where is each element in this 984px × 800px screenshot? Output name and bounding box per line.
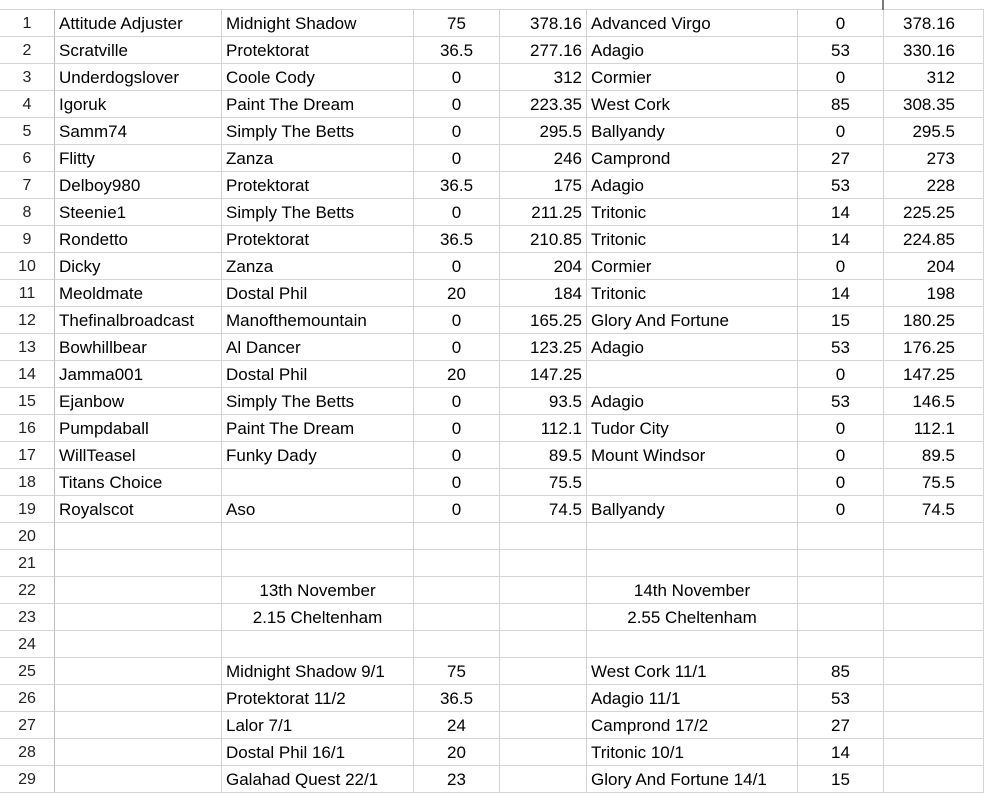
table-row xyxy=(0,10,984,37)
table-cell-c5[interactable]: Tritonic xyxy=(587,199,798,226)
table-cell-c2[interactable] xyxy=(222,631,414,658)
table-cell-c3[interactable]: 20 xyxy=(414,739,500,766)
table-cell-c2[interactable]: Funky Dady xyxy=(222,442,414,469)
table-cell-c7[interactable]: 273 xyxy=(884,145,984,172)
table-cell-c5[interactable] xyxy=(587,361,798,388)
table-cell-c7[interactable] xyxy=(884,550,984,577)
table-cell-c1[interactable]: Igoruk xyxy=(55,91,222,118)
table-cell-c2[interactable]: 13th November xyxy=(222,577,414,604)
table-cell-c5[interactable]: West Cork xyxy=(587,91,798,118)
table-cell-c5[interactable] xyxy=(587,523,798,550)
row-number[interactable]: 28 xyxy=(0,739,55,766)
table-cell-c6[interactable]: 0 xyxy=(798,118,884,145)
row-number[interactable]: 10 xyxy=(0,253,55,280)
table-cell-c7[interactable]: 228 xyxy=(884,172,984,199)
table-cell-c2[interactable]: Al Dancer xyxy=(222,334,414,361)
table-cell-c2[interactable]: Dostal Phil 16/1 xyxy=(222,739,414,766)
table-cell-c5[interactable]: Glory And Fortune 14/1 xyxy=(587,766,798,793)
row-number[interactable]: 7 xyxy=(0,172,55,199)
table-cell-c3[interactable]: 24 xyxy=(414,712,500,739)
table-row xyxy=(0,739,984,766)
table-row xyxy=(0,442,984,469)
table-cell-c7[interactable] xyxy=(884,658,984,685)
table-cell-c1[interactable]: Flitty xyxy=(55,145,222,172)
table-cell-c3[interactable]: 0 xyxy=(414,307,500,334)
table-cell-c6[interactable]: 53 xyxy=(798,172,884,199)
table-cell-c3[interactable]: 75 xyxy=(414,10,500,37)
table-cell-c2[interactable]: Galahad Quest 22/1 xyxy=(222,766,414,793)
table-cell-c5[interactable]: Adagio xyxy=(587,388,798,415)
table-row xyxy=(0,577,984,604)
table-cell-c4[interactable] xyxy=(500,685,587,712)
table-cell-c7[interactable]: 204 xyxy=(884,253,984,280)
table-cell-c4[interactable] xyxy=(500,712,587,739)
table-cell-c2[interactable]: Paint The Dream xyxy=(222,415,414,442)
table-row xyxy=(0,118,984,145)
table-cell-c3[interactable]: 20 xyxy=(414,361,500,388)
table-cell-c2[interactable]: Lalor 7/1 xyxy=(222,712,414,739)
table-cell-c6[interactable]: 0 xyxy=(798,469,884,496)
row-number[interactable]: 16 xyxy=(0,415,55,442)
table-cell-c3[interactable]: 36.5 xyxy=(414,685,500,712)
table-cell-c3[interactable] xyxy=(414,550,500,577)
table-cell-c1[interactable] xyxy=(55,577,222,604)
table-cell-c1[interactable]: Ejanbow xyxy=(55,388,222,415)
row-number[interactable]: 4 xyxy=(0,91,55,118)
table-cell-c5[interactable]: Camprond 17/2 xyxy=(587,712,798,739)
table-cell-c7[interactable] xyxy=(884,766,984,793)
table-cell-c4[interactable] xyxy=(500,739,587,766)
table-cell-c3[interactable]: 0 xyxy=(414,496,500,523)
table-cell-c3[interactable]: 36.5 xyxy=(414,37,500,64)
row-number[interactable]: 14 xyxy=(0,361,55,388)
table-cell-c5[interactable]: Glory And Fortune xyxy=(587,307,798,334)
table-cell-c7[interactable] xyxy=(884,523,984,550)
table-cell-c6[interactable] xyxy=(798,631,884,658)
table-cell-c2[interactable]: 2.15 Cheltenham xyxy=(222,604,414,631)
table-cell-c7[interactable] xyxy=(884,577,984,604)
table-cell-c4[interactable]: 184 xyxy=(500,280,587,307)
table-cell-c7[interactable]: 224.85 xyxy=(884,226,984,253)
table-cell-c2[interactable]: Protektorat 11/2 xyxy=(222,685,414,712)
table-cell-c6[interactable]: 14 xyxy=(798,199,884,226)
table-cell-c2[interactable]: Protektorat xyxy=(222,172,414,199)
table-cell-c1[interactable] xyxy=(55,631,222,658)
table-cell-c5[interactable]: Tudor City xyxy=(587,415,798,442)
table-cell-c1[interactable]: Samm74 xyxy=(55,118,222,145)
table-cell-c3[interactable]: 0 xyxy=(414,415,500,442)
table-cell-c6[interactable]: 27 xyxy=(798,145,884,172)
table-cell-c6[interactable]: 14 xyxy=(798,226,884,253)
table-cell-c4[interactable] xyxy=(500,577,587,604)
table-cell-c3[interactable] xyxy=(414,631,500,658)
table-cell-c6[interactable]: 0 xyxy=(798,442,884,469)
table-cell-c5[interactable]: Cormier xyxy=(587,253,798,280)
table-cell-c4[interactable]: 89.5 xyxy=(500,442,587,469)
table-row xyxy=(0,307,984,334)
table-cell-c5[interactable]: Adagio xyxy=(587,334,798,361)
table-cell-c3[interactable]: 0 xyxy=(414,91,500,118)
table-cell-c6[interactable] xyxy=(798,550,884,577)
table-cell-c1[interactable]: Jamma001 xyxy=(55,361,222,388)
table-cell-c4[interactable]: 165.25 xyxy=(500,307,587,334)
row-number[interactable]: 2 xyxy=(0,37,55,64)
table-cell-c4[interactable] xyxy=(500,604,587,631)
table-cell-c7[interactable] xyxy=(884,685,984,712)
table-cell-c7[interactable]: 312 xyxy=(884,64,984,91)
table-cell-c4[interactable]: 211.25 xyxy=(500,199,587,226)
table-cell-c7[interactable]: 225.25 xyxy=(884,199,984,226)
table-cell-c3[interactable]: 0 xyxy=(414,253,500,280)
table-cell-c3[interactable]: 20 xyxy=(414,280,500,307)
table-cell-c6[interactable]: 0 xyxy=(798,253,884,280)
table-cell-c2[interactable]: Manofthemountain xyxy=(222,307,414,334)
table-cell-c7[interactable]: 378.16 xyxy=(884,10,984,37)
table-cell-c4[interactable]: 74.5 xyxy=(500,496,587,523)
table-cell-c2[interactable]: Dostal Phil xyxy=(222,361,414,388)
table-cell-c1[interactable] xyxy=(55,739,222,766)
table-cell-c4[interactable]: 93.5 xyxy=(500,388,587,415)
table-cell-c6[interactable]: 0 xyxy=(798,415,884,442)
table-cell-c2[interactable]: Midnight Shadow xyxy=(222,10,414,37)
table-cell-c6[interactable]: 15 xyxy=(798,307,884,334)
table-row xyxy=(0,199,984,226)
row-number[interactable]: 19 xyxy=(0,496,55,523)
table-cell-c3[interactable] xyxy=(414,577,500,604)
table-cell-c6[interactable]: 53 xyxy=(798,37,884,64)
table-cell-c5[interactable]: Advanced Virgo xyxy=(587,10,798,37)
row-number[interactable]: 17 xyxy=(0,442,55,469)
table-cell-c6[interactable]: 85 xyxy=(798,91,884,118)
table-cell-c1[interactable] xyxy=(55,685,222,712)
table-cell-c7[interactable]: 330.16 xyxy=(884,37,984,64)
table-cell-c5[interactable]: Tritonic 10/1 xyxy=(587,739,798,766)
table-cell-c1[interactable]: Titans Choice xyxy=(55,469,222,496)
table-cell-c5[interactable]: Cormier xyxy=(587,64,798,91)
table-cell-c1[interactable] xyxy=(55,523,222,550)
table-row xyxy=(0,280,984,307)
table-row xyxy=(0,496,984,523)
table-cell-c2[interactable] xyxy=(222,523,414,550)
table-row xyxy=(0,172,984,199)
table-row xyxy=(0,766,984,793)
table-cell-c6[interactable]: 53 xyxy=(798,334,884,361)
row-number[interactable]: 26 xyxy=(0,685,55,712)
table-cell-c6[interactable] xyxy=(798,523,884,550)
table-cell-c6[interactable]: 0 xyxy=(798,64,884,91)
table-cell-c7[interactable]: 176.25 xyxy=(884,334,984,361)
table-cell-c7[interactable]: 147.25 xyxy=(884,361,984,388)
table-cell-c5[interactable]: Adagio xyxy=(587,172,798,199)
table-cell-c6[interactable]: 0 xyxy=(798,10,884,37)
table-cell-c5[interactable]: Ballyandy xyxy=(587,496,798,523)
table-cell-c4[interactable] xyxy=(500,658,587,685)
table-cell-c5[interactable]: Ballyandy xyxy=(587,118,798,145)
table-cell-c2[interactable] xyxy=(222,550,414,577)
row-number[interactable]: 9 xyxy=(0,226,55,253)
table-cell-c7[interactable]: 75.5 xyxy=(884,469,984,496)
table-cell-c1[interactable]: Dicky xyxy=(55,253,222,280)
table-cell-c7[interactable] xyxy=(884,631,984,658)
table-cell-c3[interactable]: 0 xyxy=(414,334,500,361)
table-cell-c4[interactable]: 175 xyxy=(500,172,587,199)
table-cell-c2[interactable]: Paint The Dream xyxy=(222,91,414,118)
table-cell-c3[interactable]: 0 xyxy=(414,442,500,469)
table-cell-c1[interactable]: Underdogslover xyxy=(55,64,222,91)
table-cell-c4[interactable]: 112.1 xyxy=(500,415,587,442)
row-number[interactable]: 20 xyxy=(0,523,55,550)
table-cell-c6[interactable]: 14 xyxy=(798,280,884,307)
table-cell-c4[interactable]: 312 xyxy=(500,64,587,91)
table-cell-c1[interactable] xyxy=(55,604,222,631)
table-row xyxy=(0,361,984,388)
table-cell-c1[interactable]: Scratville xyxy=(55,37,222,64)
row-number[interactable]: 23 xyxy=(0,604,55,631)
table-cell-c6[interactable] xyxy=(798,577,884,604)
table-cell-c4[interactable]: 123.25 xyxy=(500,334,587,361)
table-row xyxy=(0,415,984,442)
table-cell-c4[interactable]: 277.16 xyxy=(500,37,587,64)
table-cell-c5[interactable]: Tritonic xyxy=(587,280,798,307)
row-number[interactable]: 3 xyxy=(0,64,55,91)
table-cell-c6[interactable]: 53 xyxy=(798,685,884,712)
table-cell-c2[interactable]: Protektorat xyxy=(222,37,414,64)
table-row xyxy=(0,388,984,415)
table-cell-c2[interactable]: Zanza xyxy=(222,145,414,172)
table-cell-c3[interactable]: 75 xyxy=(414,658,500,685)
row-number[interactable]: 6 xyxy=(0,145,55,172)
row-number[interactable]: 29 xyxy=(0,766,55,793)
table-cell-c5[interactable] xyxy=(587,469,798,496)
table-row xyxy=(0,631,984,658)
row-number[interactable]: 25 xyxy=(0,658,55,685)
table-cell-c3[interactable]: 0 xyxy=(414,118,500,145)
table-cell-c5[interactable] xyxy=(587,550,798,577)
table-row xyxy=(0,469,984,496)
table-cell-c5[interactable]: 14th November xyxy=(587,577,798,604)
table-cell-c3[interactable]: 36.5 xyxy=(414,172,500,199)
table-cell-c1[interactable]: Thefinalbroadcast xyxy=(55,307,222,334)
table-row xyxy=(0,658,984,685)
table-cell-c7[interactable]: 198 xyxy=(884,280,984,307)
table-cell-c4[interactable]: 204 xyxy=(500,253,587,280)
table-row xyxy=(0,604,984,631)
table-cell-c7[interactable]: 89.5 xyxy=(884,442,984,469)
row-number[interactable]: 1 xyxy=(0,10,55,37)
table-cell-c3[interactable]: 0 xyxy=(414,64,500,91)
table-cell-c2[interactable]: Aso xyxy=(222,496,414,523)
table-cell-c5[interactable]: Adagio 11/1 xyxy=(587,685,798,712)
table-cell-c3[interactable] xyxy=(414,523,500,550)
table-cell-c7[interactable] xyxy=(884,604,984,631)
table-cell-c5[interactable]: Tritonic xyxy=(587,226,798,253)
table-row xyxy=(0,64,984,91)
table-cell-c7[interactable]: 308.35 xyxy=(884,91,984,118)
table-cell-c3[interactable]: 0 xyxy=(414,199,500,226)
table-cell-c4[interactable] xyxy=(500,550,587,577)
table-cell-c2[interactable]: Midnight Shadow 9/1 xyxy=(222,658,414,685)
table-cell-c4[interactable]: 75.5 xyxy=(500,469,587,496)
table-cell-c5[interactable]: Mount Windsor xyxy=(587,442,798,469)
table-cell-c1[interactable] xyxy=(55,712,222,739)
table-cell-c4[interactable]: 223.35 xyxy=(500,91,587,118)
row-number[interactable]: 24 xyxy=(0,631,55,658)
selected-column-marker xyxy=(882,0,884,10)
table-cell-c1[interactable]: Delboy980 xyxy=(55,172,222,199)
row-number[interactable]: 12 xyxy=(0,307,55,334)
table-cell-c3[interactable] xyxy=(414,604,500,631)
table-cell-c2[interactable]: Dostal Phil xyxy=(222,280,414,307)
table-row xyxy=(0,253,984,280)
table-cell-c1[interactable]: Steenie1 xyxy=(55,199,222,226)
table-row xyxy=(0,712,984,739)
table-cell-c4[interactable]: 246 xyxy=(500,145,587,172)
row-number[interactable]: 22 xyxy=(0,577,55,604)
table-cell-c3[interactable]: 36.5 xyxy=(414,226,500,253)
table-cell-c3[interactable]: 23 xyxy=(414,766,500,793)
table-cell-c4[interactable]: 295.5 xyxy=(500,118,587,145)
table-cell-c1[interactable]: WillTeasel xyxy=(55,442,222,469)
table-row xyxy=(0,334,984,361)
table-cell-c5[interactable]: Adagio xyxy=(587,37,798,64)
table-cell-c2[interactable]: Simply The Betts xyxy=(222,118,414,145)
table-cell-c5[interactable]: West Cork 11/1 xyxy=(587,658,798,685)
table-row xyxy=(0,145,984,172)
table-cell-c1[interactable]: Meoldmate xyxy=(55,280,222,307)
table-cell-c5[interactable] xyxy=(587,631,798,658)
table-cell-c6[interactable] xyxy=(798,604,884,631)
row-number[interactable]: 21 xyxy=(0,550,55,577)
table-cell-c1[interactable]: Bowhillbear xyxy=(55,334,222,361)
table-cell-c4[interactable] xyxy=(500,523,587,550)
table-cell-c1[interactable]: Pumpdaball xyxy=(55,415,222,442)
table-cell-c7[interactable]: 146.5 xyxy=(884,388,984,415)
table-cell-c6[interactable]: 15 xyxy=(798,766,884,793)
table-cell-c3[interactable]: 0 xyxy=(414,145,500,172)
row-number[interactable]: 5 xyxy=(0,118,55,145)
table-cell-c2[interactable]: Protektorat xyxy=(222,226,414,253)
table-cell-c1[interactable] xyxy=(55,658,222,685)
table-row xyxy=(0,37,984,64)
table-cell-c5[interactable]: 2.55 Cheltenham xyxy=(587,604,798,631)
row-number[interactable]: 8 xyxy=(0,199,55,226)
table-row xyxy=(0,550,984,577)
table-cell-c6[interactable]: 85 xyxy=(798,658,884,685)
table-cell-c7[interactable]: 112.1 xyxy=(884,415,984,442)
table-cell-c4[interactable]: 147.25 xyxy=(500,361,587,388)
table-cell-c1[interactable]: Royalscot xyxy=(55,496,222,523)
table-cell-c7[interactable]: 295.5 xyxy=(884,118,984,145)
table-cell-c6[interactable]: 53 xyxy=(798,388,884,415)
table-cell-c4[interactable]: 378.16 xyxy=(500,10,587,37)
row-number[interactable]: 13 xyxy=(0,334,55,361)
table-cell-c7[interactable] xyxy=(884,739,984,766)
table-cell-c2[interactable]: Coole Cody xyxy=(222,64,414,91)
table-cell-c6[interactable]: 27 xyxy=(798,712,884,739)
table-cell-c2[interactable]: Simply The Betts xyxy=(222,199,414,226)
row-number[interactable]: 15 xyxy=(0,388,55,415)
table-cell-c2[interactable] xyxy=(222,469,414,496)
table-cell-c5[interactable]: Camprond xyxy=(587,145,798,172)
table-cell-c1[interactable]: Rondetto xyxy=(55,226,222,253)
row-number[interactable]: 11 xyxy=(0,280,55,307)
table-cell-c6[interactable]: 0 xyxy=(798,496,884,523)
table-cell-c7[interactable]: 74.5 xyxy=(884,496,984,523)
row-number[interactable]: 18 xyxy=(0,469,55,496)
table-cell-c6[interactable]: 0 xyxy=(798,361,884,388)
table-cell-c7[interactable] xyxy=(884,712,984,739)
table-cell-c2[interactable]: Simply The Betts xyxy=(222,388,414,415)
table-row xyxy=(0,91,984,118)
table-cell-c1[interactable] xyxy=(55,766,222,793)
table-cell-c3[interactable]: 0 xyxy=(414,388,500,415)
table-cell-c4[interactable]: 210.85 xyxy=(500,226,587,253)
table-cell-c4[interactable] xyxy=(500,631,587,658)
table-cell-c1[interactable] xyxy=(55,550,222,577)
table-cell-c4[interactable] xyxy=(500,766,587,793)
table-cell-c2[interactable]: Zanza xyxy=(222,253,414,280)
row-number[interactable]: 27 xyxy=(0,712,55,739)
table-cell-c3[interactable]: 0 xyxy=(414,469,500,496)
table-cell-c1[interactable]: Attitude Adjuster xyxy=(55,10,222,37)
table-row xyxy=(0,523,984,550)
table-row xyxy=(0,226,984,253)
table-row xyxy=(0,685,984,712)
table-cell-c7[interactable]: 180.25 xyxy=(884,307,984,334)
table-cell-c6[interactable]: 14 xyxy=(798,739,884,766)
